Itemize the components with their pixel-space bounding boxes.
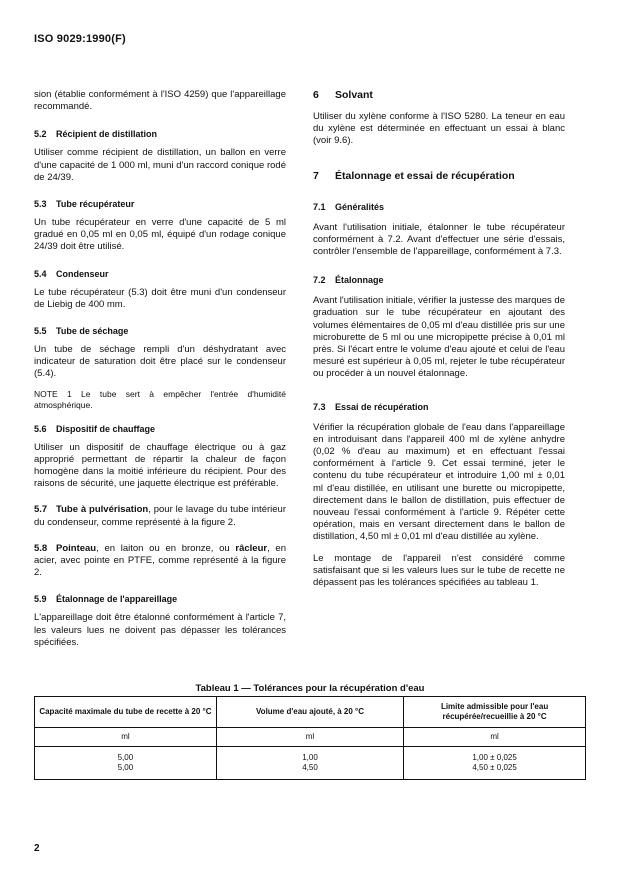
left-column <box>34 89 286 649</box>
running-header: ISO 9029:1990(F) <box>34 33 126 45</box>
intro-text: sion (établie conformément à l'ISO 4259) que l'appareillage recommandé. <box>34 89 286 113</box>
section-5-4-text: Le tube récupérateur (5.3) doit être muni d'un condenseur de Liebig de 400 mm. <box>34 286 286 310</box>
section-5-5-text: Un tube de séchage rempli d'un déshydratant avec indicateur de saturation doit être placé sur le condenseur (5.4). <box>34 344 286 380</box>
section-5-8: 5.8 Pointeau, en laiton ou en bronze, ou râcleur, en acier, avec pointe en PTFE, comme représenté à la figure 2. <box>34 542 286 579</box>
section-5-3-text: Un tube récupérateur en verre d'une capacité de 5 ml gradué en 0,05 ml en 0,05 ml, équipé d'un rodage conique 24/39 doit être utilisé. <box>34 217 286 253</box>
page-number: 2 <box>34 843 40 854</box>
section-7-heading: 7 Étalonnage et essai de récupération <box>313 169 515 182</box>
section-6-text: Utiliser du xylène conforme à l'ISO 5280. La teneur en eau du xylène est déterminée en effectuant un essai à blanc (voir 9.6). <box>313 111 565 147</box>
section-7-3-text: Vérifier la récupération globale de l'eau dans l'appareillage en introduisant dans l'appareil 400 ml de xylène anhydre (0,02 % d'eau au maximum) et en effectuant l'essai conformément à l'article 9. Cet essai terminé, jeter le contenu du tube récupérateur et introduire 1,00 ml ± 0,01 ml d'eau distillée, en utilisant une burette ou micropipette, directement dans le ballon de distillation, puis effectuer de nouveau l'essai conformément à l'article 9. Répéter cette opération, mais en versant directement dans le ballon de distillation, 4,50 ml ± 0,01 ml d'eau distillée au xylène. <box>313 421 565 543</box>
table-unit: ml <box>35 728 217 747</box>
section-5-2-heading: 5.2 Récipient de distillation <box>34 129 158 140</box>
section-7-1-heading: 7.1 Généralités <box>313 201 385 212</box>
section-6-heading: 6 Solvant <box>313 89 373 101</box>
section-5-6-heading: 5.6 Dispositif de chauffage <box>34 423 156 434</box>
table-unit: ml <box>404 728 586 747</box>
table-cell-capacity: 5,00 5,00 <box>35 747 217 780</box>
section-7-2-text: Avant l'utilisation initiale, vérifier la justesse des marques de graduation sur le tube récupérateur en ajoutant des volumes élémentaires de 0,05 ml d'eau distillée pris sur une microburette de 5 ml ou une micropipette précise à 0,01 ml près. Si l'écart entre le volume d'eau ajouté et celui de l'eau mesuré est supérieur à 0,05 ml, rejeter le tube récupérateur ou procéder à un nouvel étalonnage. <box>313 295 565 380</box>
table-cell-limit: 1,00 ± 0,025 4,50 ± 0,025 <box>404 747 586 780</box>
table-title: Tableau 1 — Tolérances pour la récupération d'eau <box>195 683 425 694</box>
section-7-3-heading: 7.3 Essai de récupération <box>313 401 429 412</box>
table-cell-volume: 1,00 4,50 <box>216 747 403 780</box>
table-header-limit: Limite admissible pour l'eau récupérée/recueillie à 20 °C <box>404 697 586 728</box>
section-5-6-text: Utiliser un dispositif de chauffage électrique ou à gaz approprié permettant de répartir la chaleur de façon homogène dans la moitié inférieure du récipient. Pour des raisons de sécurité, une jaquette électrique est préférable. <box>34 441 286 490</box>
section-7-3-text-2: Le montage de l'appareil n'est considéré comme satisfaisant que si les valeurs lues sur le tube de recette ne dépassent pas les tolérances spécifiées au tableau 1. <box>313 552 565 589</box>
section-5-4-heading: 5.4 Condenseur <box>34 268 109 279</box>
section-5-3-heading: 5.3 Tube récupérateur <box>34 199 135 210</box>
section-5-9-heading: 5.9 Étalonnage de l'appareillage <box>34 594 178 605</box>
section-5-9-text: L'appareillage doit être étalonné conformément à l'article 7, les valeurs lues ne doivent pas dépasser les tolérances spécifiées. <box>34 612 286 648</box>
section-5-2-text: Utiliser comme récipient de distillation, un ballon en verre d'une capacité de 1 000 ml, muni d'un raccord conique rodé de 24/39. <box>34 147 286 183</box>
section-5-5-heading: 5.5 Tube de séchage <box>34 326 129 337</box>
table-header-volume: Volume d'eau ajouté, à 20 °C <box>216 697 403 728</box>
table-unit: ml <box>216 728 403 747</box>
note-1: NOTE 1 Le tube sert à empêcher l'entrée d'humidité atmosphérique. <box>34 388 286 410</box>
section-5-7: 5.7 Tube à pulvérisation, pour le lavage du tube intérieur du condenseur, comme représenté à la figure 2. <box>34 504 286 528</box>
tolerance-table <box>34 696 586 780</box>
right-column <box>313 89 565 589</box>
table-header-capacity: Capacité maximale du tube de recette à 20 °C <box>35 697 217 728</box>
section-7-1-text: Avant l'utilisation initiale, étalonner le tube récupérateur conformément à 7.2. Avant d'effectuer une série d'essais, contrôler l'ensemble de l'appareillage, conformément à 7.3. <box>313 221 565 258</box>
section-7-2-heading: 7.2 Étalonnage <box>313 275 384 286</box>
